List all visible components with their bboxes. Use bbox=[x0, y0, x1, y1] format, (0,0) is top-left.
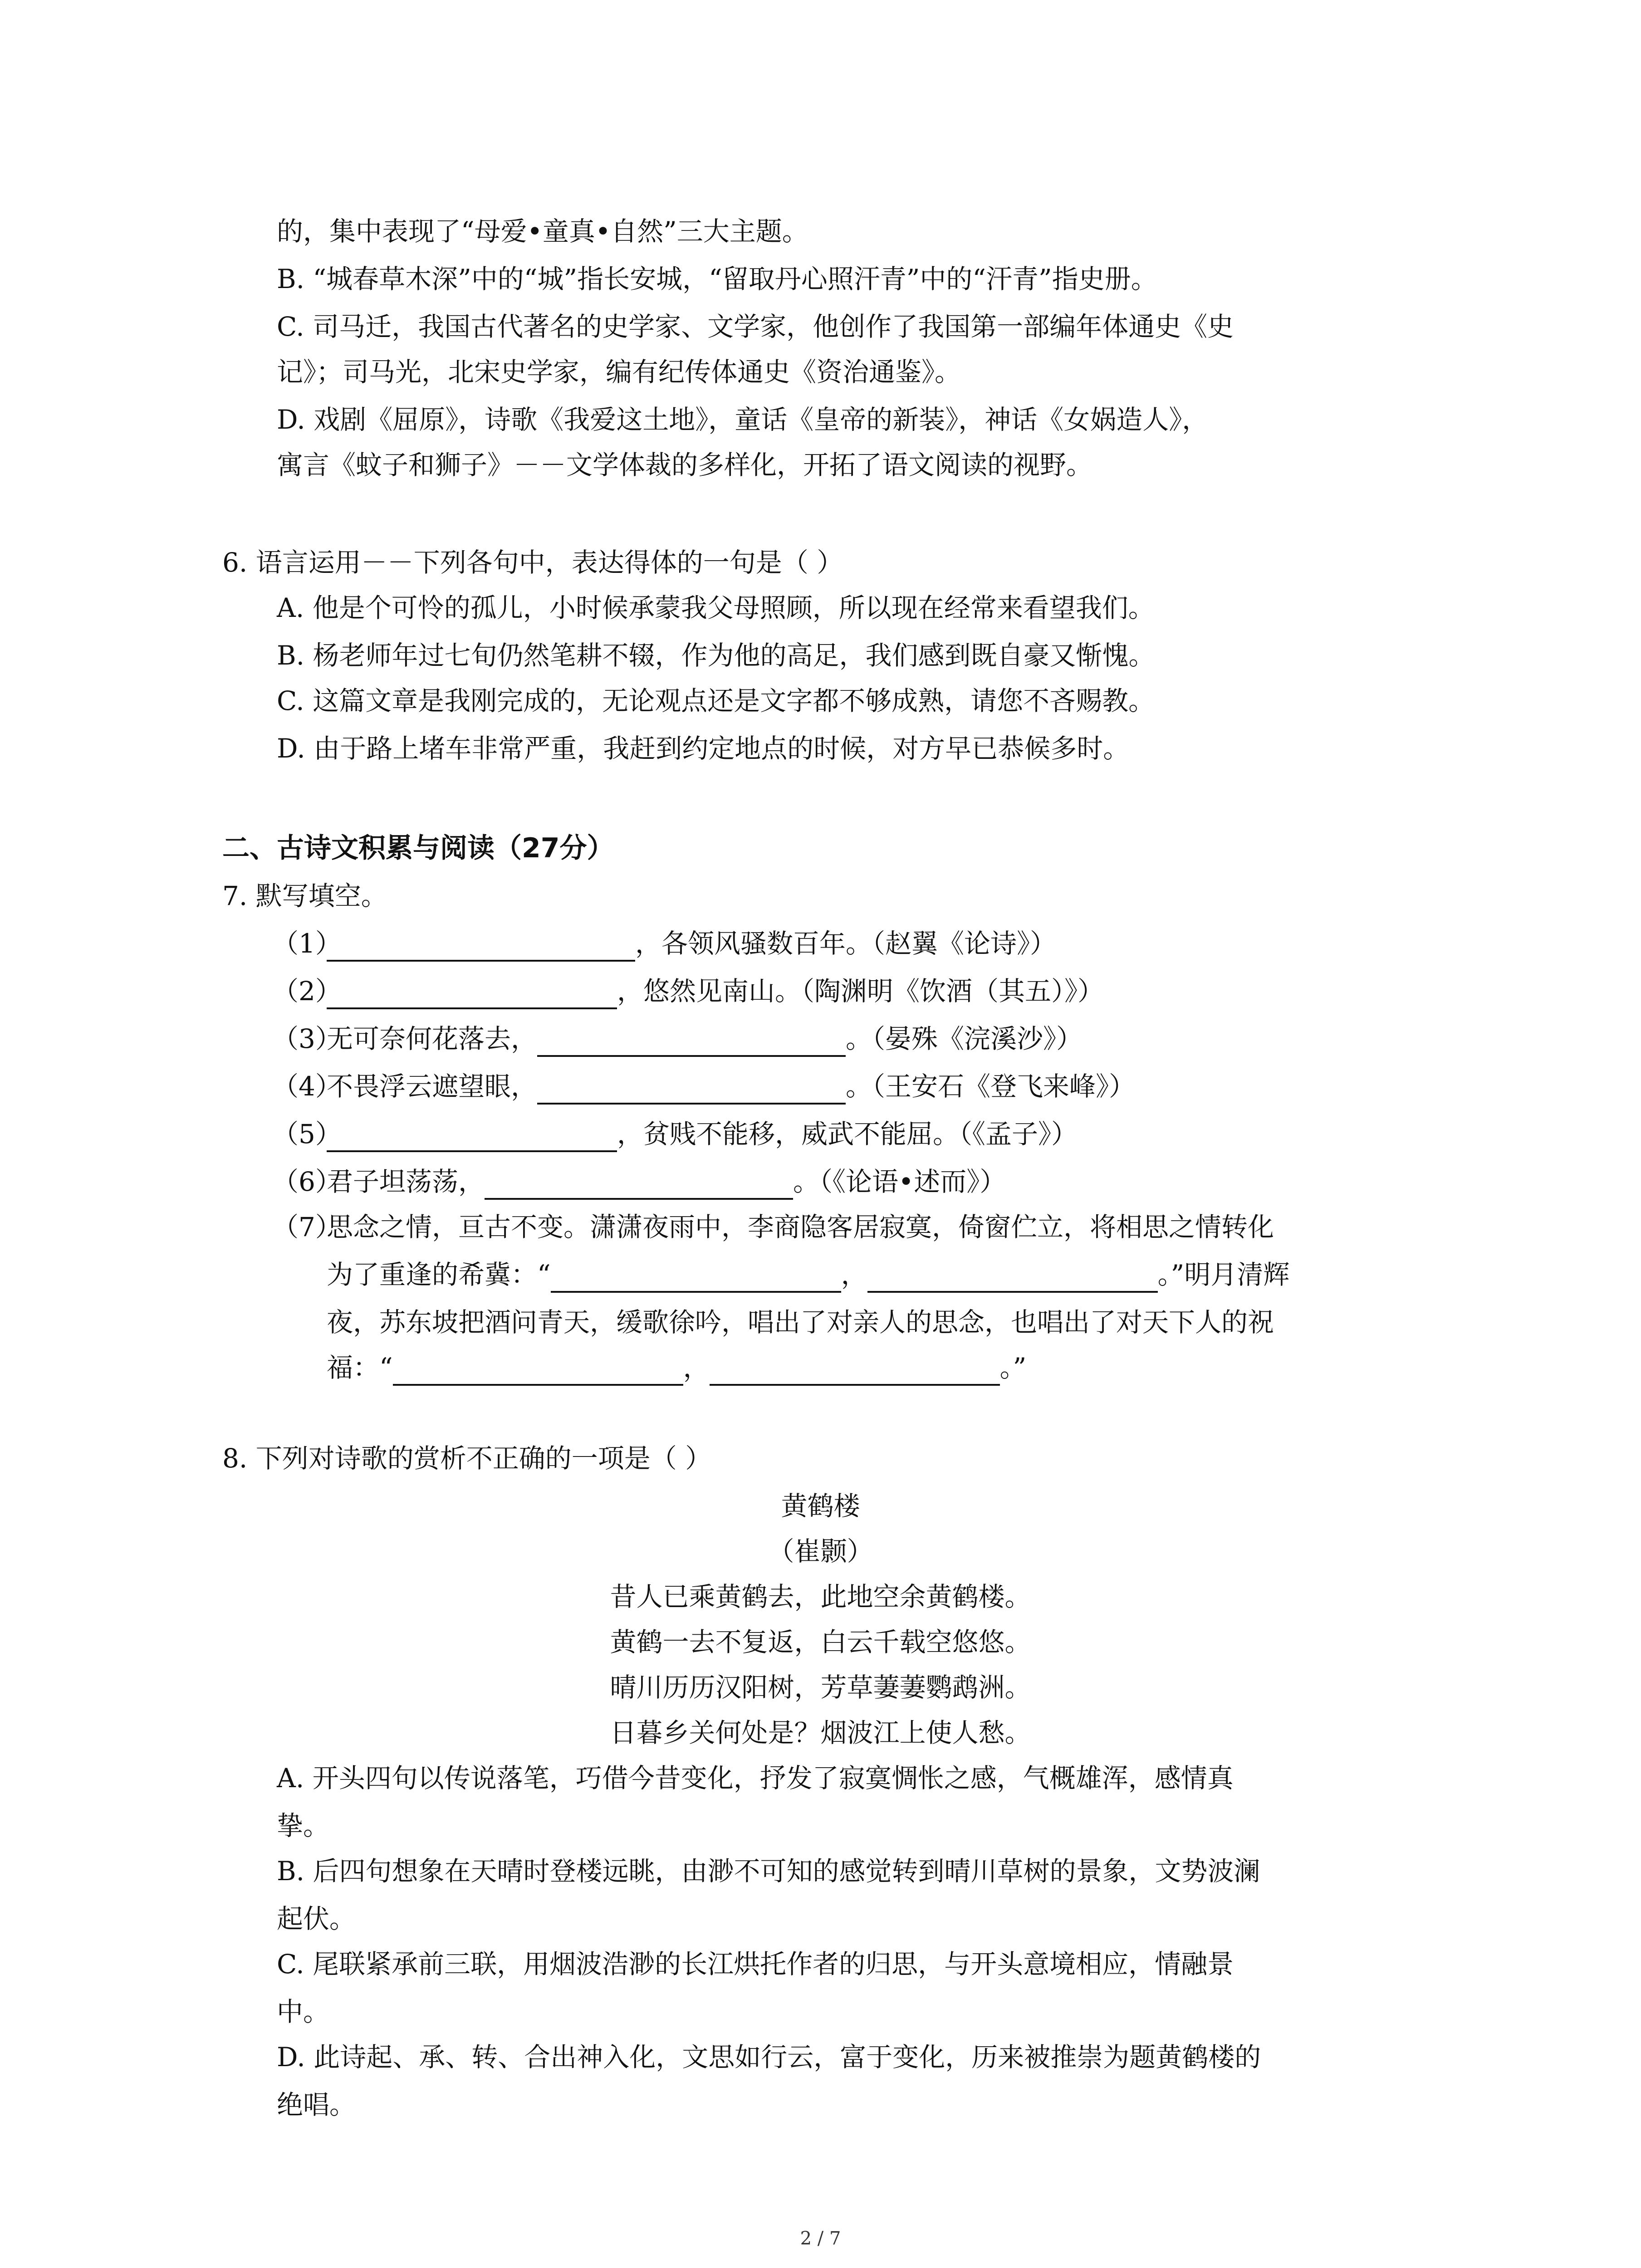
q8-option-b-line2: 起伏。 bbox=[277, 1903, 356, 1934]
answer-blank[interactable] bbox=[327, 930, 635, 962]
q8-option-d-line1: D. 此诗起、承、转、合出神入化，文思如行云，富于变化，历来被推崇为题黄鹤楼的 bbox=[277, 2042, 1261, 2072]
q5-option-d-line2: 寓言《蚊子和狮子》－－文学体裁的多样化，开拓了语文阅读的视野。 bbox=[277, 450, 1093, 480]
item-text: 。（《论语•述而》） bbox=[793, 1166, 1006, 1197]
q8-option-a-line1: A. 开头四句以传说落笔，巧借今昔变化，抒发了寂寞惆怅之感，气概雄浑，感情真 bbox=[277, 1763, 1234, 1794]
item-text: 君子坦荡荡， bbox=[327, 1166, 485, 1197]
q6-option-b: B. 杨老师年过七旬仍然笔耕不辍，作为他的高足，我们感到既自豪又惭愧。 bbox=[277, 640, 1155, 671]
item-text: ， bbox=[841, 1259, 867, 1290]
item-text: ，贫贱不能移，威武不能屈。（《孟子》） bbox=[617, 1119, 1078, 1149]
item-text: 不畏浮云遮望眼， bbox=[327, 1071, 538, 1102]
item-text: ， bbox=[683, 1352, 710, 1383]
q7-item-6 bbox=[272, 1163, 1006, 1200]
q7-item-7-line3: 夜，苏东坡把酒问青天，缓歌徐吟，唱出了对亲人的思念，也唱出了对天下人的祝 bbox=[327, 1307, 1274, 1338]
q7-item-1 bbox=[272, 925, 1056, 962]
answer-blank[interactable] bbox=[537, 1073, 846, 1105]
item-number: （1） bbox=[272, 928, 342, 959]
item-number: （5） bbox=[272, 1119, 342, 1149]
answer-blank[interactable] bbox=[710, 1354, 1000, 1386]
q7-item-5 bbox=[272, 1116, 1078, 1152]
q7-stem: 7. 默写填空。 bbox=[222, 880, 387, 911]
q6-stem: 6. 语言运用－－下列各句中，表达得体的一句是（ ） bbox=[222, 547, 843, 578]
q7-item-7-line1 bbox=[272, 1209, 1274, 1245]
section-heading: 二、古诗文积累与阅读（27分） bbox=[222, 832, 614, 864]
q6-option-d: D. 由于路上堵车非常严重，我赶到约定地点的时候，对方早已恭候多时。 bbox=[277, 733, 1130, 764]
q7-item-7-line2 bbox=[327, 1256, 1289, 1293]
q8-stem: 8. 下列对诗歌的赏析不正确的一项是（ ） bbox=[222, 1443, 712, 1474]
q6-option-c: C. 这篇文章是我刚完成的，无论观点还是文字都不够成熟，请您不吝赐教。 bbox=[277, 685, 1155, 716]
item-number: （6） bbox=[272, 1166, 342, 1197]
item-text: 为了重逢的希冀：“ bbox=[327, 1259, 551, 1290]
answer-blank[interactable] bbox=[327, 978, 617, 1009]
item-text: 。”明月清辉 bbox=[1157, 1259, 1290, 1290]
item-text: ，悠然见南山。（陶渊明《饮酒（其五）》） bbox=[617, 976, 1104, 1007]
q6-option-a: A. 他是个可怜的孤儿，小时候承蒙我父母照顾，所以现在经常来看望我们。 bbox=[277, 592, 1155, 623]
poem-title: 黄鹤楼 bbox=[781, 1491, 860, 1521]
q5-option-b: B. “城春草木深”中的“城”指长安城，“留取丹心照汗青”中的“汗青”指史册。 bbox=[277, 264, 1157, 294]
answer-blank[interactable] bbox=[327, 1120, 617, 1152]
poem-line: 昔人已乘黄鹤去，此地空余黄鹤楼。 bbox=[610, 1581, 1031, 1612]
q7-item-7-line4 bbox=[327, 1349, 1026, 1386]
q7-item-4 bbox=[272, 1068, 1135, 1105]
q5-option-d-line1: D. 戏剧《屈原》，诗歌《我爱这土地》，童话《皇帝的新装》，神话《女娲造人》， bbox=[277, 404, 1209, 435]
q5-option-c-line2: 记》；司马光，北宋史学家，编有纪传体通史《资治通鉴》。 bbox=[277, 357, 961, 387]
q7-item-2 bbox=[272, 973, 1104, 1009]
item-text: 。（王安石《登飞来峰》） bbox=[846, 1071, 1136, 1102]
item-text: ，各领风骚数百年。（赵翼《论诗》） bbox=[635, 928, 1057, 959]
q8-option-c-line1: C. 尾联紧承前三联，用烟波浩渺的长江烘托作者的归思，与开头意境相应，情融景 bbox=[277, 1949, 1234, 1980]
poem-author: （崔颢） bbox=[768, 1536, 873, 1567]
answer-blank[interactable] bbox=[867, 1261, 1158, 1293]
poem-line: 日暮乡关何处是？烟波江上使人愁。 bbox=[610, 1717, 1031, 1748]
item-text: 福：“ bbox=[327, 1352, 393, 1383]
q8-option-d-line2: 绝唱。 bbox=[277, 2089, 356, 2120]
poem-line: 黄鹤一去不复返，白云千载空悠悠。 bbox=[610, 1627, 1031, 1657]
item-text: 无可奈何花落去， bbox=[327, 1023, 538, 1054]
q7-item-3 bbox=[272, 1021, 1083, 1057]
q8-option-b-line1: B. 后四句想象在天晴时登楼远眺，由渺不可知的感觉转到晴川草树的景象，文势波澜 bbox=[277, 1856, 1260, 1887]
item-number: （7） bbox=[272, 1212, 342, 1242]
item-text: 。” bbox=[999, 1352, 1027, 1383]
page-number: 2 / 7 bbox=[800, 2228, 841, 2249]
item-number: （4） bbox=[272, 1071, 342, 1102]
item-number: （3） bbox=[272, 1023, 342, 1054]
q5-option-a-tail: 的，集中表现了“母爱•童真•自然”三大主题。 bbox=[277, 216, 808, 247]
poem-line: 晴川历历汉阳树，芳草萋萋鹦鹉洲。 bbox=[610, 1672, 1031, 1703]
answer-blank[interactable] bbox=[537, 1025, 846, 1057]
q8-option-a-line2: 挚。 bbox=[277, 1810, 330, 1841]
q8-option-c-line2: 中。 bbox=[277, 1996, 330, 2027]
answer-blank[interactable] bbox=[485, 1168, 793, 1200]
answer-blank[interactable] bbox=[393, 1354, 683, 1386]
item-number: （2） bbox=[272, 976, 342, 1007]
item-text: 。（晏殊《浣溪沙》） bbox=[846, 1023, 1083, 1054]
item-text: 思念之情，亘古不变。潇潇夜雨中，李商隐客居寂寞，倚窗伫立，将相思之情转化 bbox=[327, 1212, 1274, 1242]
answer-blank[interactable] bbox=[551, 1261, 841, 1293]
q5-option-c-line1: C. 司马迁，我国古代著名的史学家、文学家，他创作了我国第一部编年体通史《史 bbox=[277, 311, 1234, 342]
